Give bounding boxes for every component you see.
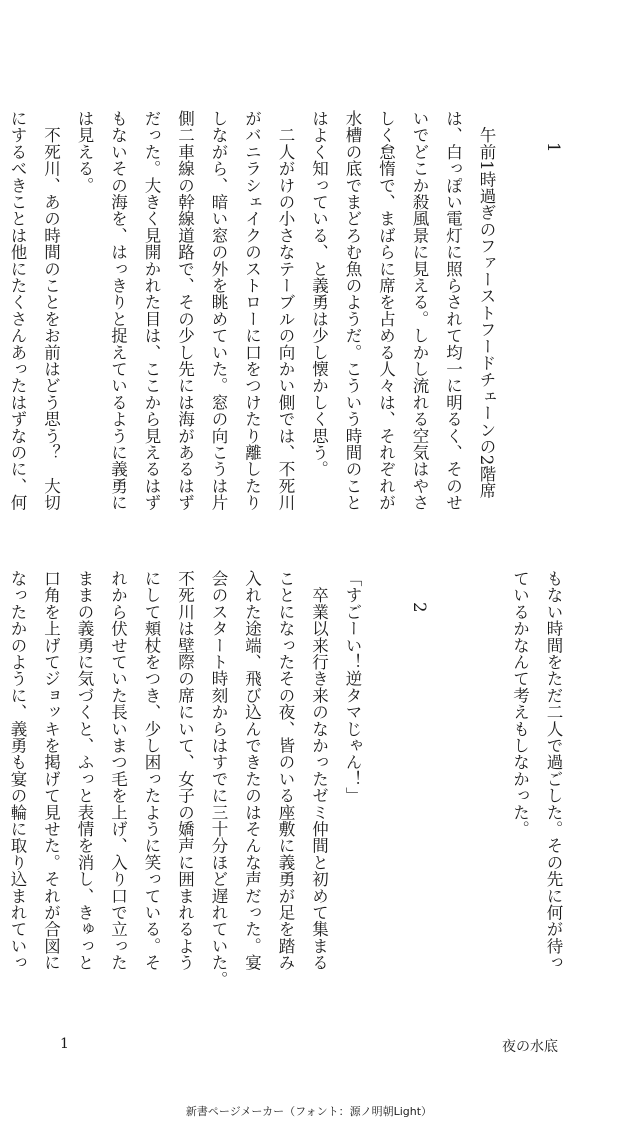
chapter-number-1: 1 xyxy=(544,142,563,153)
text-line: にするべきことは他にたくさんあったはずなのに、何 xyxy=(8,110,27,511)
text-line: れから伏せていた長いまつ毛を上げ、入り口で立った xyxy=(108,570,128,971)
text-line: は、白っぽい電灯に照らされて均一に明るく、そのせ xyxy=(443,110,463,511)
page-number: 1 xyxy=(60,1036,69,1052)
blank-line xyxy=(503,110,537,555)
generator-credit: 新書ページメーカー（フォント：源ノ明朝Light） xyxy=(185,1105,433,1118)
text-line: 卒業以来行き来のなかったゼミ仲間と初めて集まる xyxy=(309,570,329,971)
text-line: がバニラシェイクのストローに口をつけたり離したり xyxy=(242,110,262,511)
text-line: は見える。 xyxy=(75,110,94,194)
text-line: 「すごーい！逆タマじゃん！」 xyxy=(343,570,362,804)
text-line: 口角を上げてジョッキを掲げて見せた。それが合図に xyxy=(41,570,61,971)
text-line: 不死川、あの時間のことをお前はどう思う？ 大切 xyxy=(41,110,61,511)
running-title: 夜の水底 xyxy=(502,1039,558,1055)
chapter-number-2: 2 xyxy=(410,602,429,613)
text-line: 水槽の底でまどろむ魚のようだ。こういう時間のこと xyxy=(343,110,362,511)
text-line: もない時間をただ二人で過ごした。その先に何が待っ xyxy=(544,570,563,971)
text-line: 側二車線の幹線道路で、その少し先には海があるはず xyxy=(175,110,195,511)
text-line: しながら、暗い窓の外を眺めていた。窓の向こうは片 xyxy=(209,110,228,511)
lower-text-block xyxy=(0,570,570,1000)
text-line: ているかなんて考えもしなかった。 xyxy=(510,570,530,838)
text-line: 二人がけの小さなテーブルの向かい側では、不死川 xyxy=(276,110,295,511)
text-line: しく怠惰で、まばらに席を占める人々は、それぞれが xyxy=(376,110,396,511)
text-line: ことになったその夜、皆のいる座敷に義勇が足を踏み xyxy=(276,570,295,971)
blank-line xyxy=(436,570,470,1000)
text-line: にして頬杖をつき、少し困ったように笑っている。そ xyxy=(142,570,161,971)
text-line: いでどこか殺風景に見える。しかし流れる空気はやさ xyxy=(410,110,429,511)
text-line: だった。大きく見開かれた目は、ここから見えるはず xyxy=(142,110,161,511)
text-line: はよく知っている、と義勇は少し懐かしく思う。 xyxy=(309,110,329,478)
text-line: 入れた途端、飛び込んできたのはそんな声だった。宴 xyxy=(242,570,262,971)
blank-line xyxy=(470,570,504,1000)
text-line: 会のスタート時刻からはすでに三十分ほど遅れていた。 xyxy=(209,570,228,988)
text-line: 不死川は壁際の席にいて、女子の嬌声に囲まれるよう xyxy=(175,570,195,971)
blank-line xyxy=(369,570,403,1000)
text-line: 午前1時過ぎのファーストフードチェーンの2階席 xyxy=(477,110,496,499)
upper-text-block xyxy=(1,110,571,555)
text-line: もないその海を、はっきりと捉えているように義勇に xyxy=(108,110,128,511)
text-line: なったかのように、義勇も宴の輪に取り込まれていっ xyxy=(8,570,27,971)
text-line: ままの義勇に気づくと、ふっと表情を消し、きゅっと xyxy=(75,570,94,971)
